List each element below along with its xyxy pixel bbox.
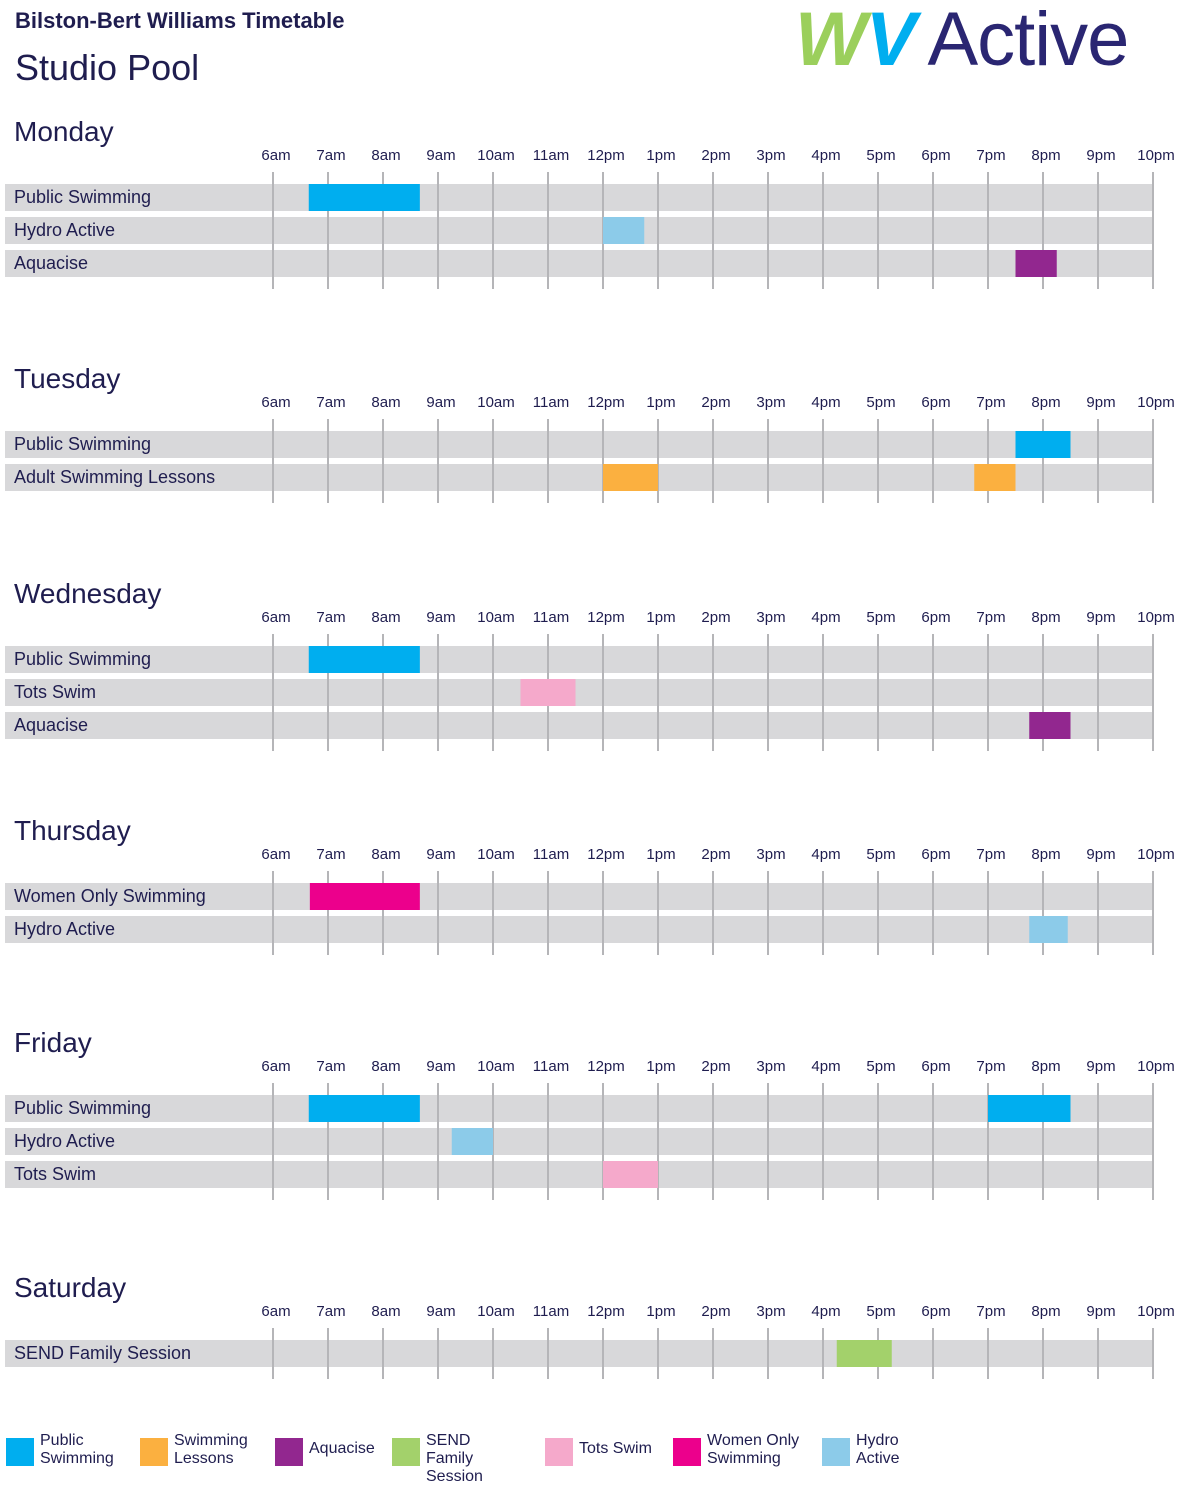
session-bar — [988, 1095, 1071, 1122]
tick-label: 3pm — [756, 394, 786, 411]
legend-swatch — [673, 1438, 701, 1466]
tick-label: 6am — [261, 394, 291, 411]
tick-label: 5pm — [866, 846, 896, 863]
row-label: Public Swimming — [14, 649, 152, 669]
session-bar — [1029, 916, 1068, 943]
tick-label: 8pm — [1031, 394, 1061, 411]
session-bar — [1029, 712, 1070, 739]
tick-label: 6pm — [921, 846, 951, 863]
tick-label: 10pm — [1137, 609, 1175, 626]
tick-label: 1pm — [646, 394, 676, 411]
tick-label: 12pm — [587, 147, 625, 164]
day-chart — [0, 578, 1200, 755]
row-track — [5, 431, 1153, 458]
tick-label: 8pm — [1031, 846, 1061, 863]
tick-label: 4pm — [811, 1303, 841, 1320]
tick-label: 4pm — [811, 147, 841, 164]
tick-label: 6pm — [921, 394, 951, 411]
tick-label: 10pm — [1137, 147, 1175, 164]
tick-label: 8pm — [1031, 1058, 1061, 1075]
tick-label: 5pm — [866, 609, 896, 626]
row-label: Aquacise — [14, 253, 89, 273]
day-title: Wednesday — [14, 578, 162, 609]
day-title: Friday — [14, 1027, 92, 1058]
tick-label: 9pm — [1086, 147, 1116, 164]
row-label: Adult Swimming Lessons — [14, 467, 216, 487]
legend-item — [392, 1432, 526, 1486]
tick-label: 5pm — [866, 147, 896, 164]
tick-label: 3pm — [756, 1058, 786, 1075]
legend-label: Hydro Active — [856, 1432, 900, 1467]
tick-label: 12pm — [587, 394, 625, 411]
tick-label: 7am — [316, 147, 346, 164]
session-bar — [603, 1161, 658, 1188]
tick-label: 2pm — [701, 394, 731, 411]
legend — [0, 1432, 1200, 1485]
tick-label: 9am — [426, 394, 456, 411]
tick-label: 7am — [316, 394, 346, 411]
day-title: Thursday — [14, 815, 131, 846]
tick-label: 6pm — [921, 609, 951, 626]
tick-label: 8pm — [1031, 609, 1061, 626]
tick-label: 6am — [261, 147, 291, 164]
row-label: Public Swimming — [14, 1098, 152, 1118]
header — [15, 8, 344, 88]
tick-label: 7pm — [976, 846, 1006, 863]
logo-active: Active — [927, 0, 1129, 82]
row-label: Tots Swim — [14, 682, 97, 702]
tick-label: 5pm — [866, 1058, 896, 1075]
legend-item — [673, 1432, 807, 1468]
row-label: Tots Swim — [14, 1164, 97, 1184]
tick-label: 8am — [371, 609, 401, 626]
day-chart — [0, 815, 1200, 959]
tick-label: 3pm — [756, 147, 786, 164]
tick-label: 7pm — [976, 394, 1006, 411]
legend-swatch — [140, 1438, 168, 1466]
tick-label: 1pm — [646, 1058, 676, 1075]
tick-label: 6pm — [921, 147, 951, 164]
session-bar — [309, 646, 420, 673]
tick-label: 11am — [532, 609, 570, 626]
tick-label: 1pm — [646, 609, 676, 626]
tick-label: 10am — [477, 147, 515, 164]
tick-label: 9am — [426, 846, 456, 863]
tick-label: 9am — [426, 147, 456, 164]
row-label: Hydro Active — [14, 220, 116, 240]
tick-label: 7am — [316, 846, 346, 863]
tick-label: 10am — [477, 846, 515, 863]
session-bar — [310, 883, 420, 910]
day-chart — [0, 116, 1200, 293]
row-track — [5, 1095, 1153, 1122]
logo-w: W — [795, 0, 866, 82]
tick-label: 3pm — [756, 609, 786, 626]
session-bar — [837, 1340, 892, 1367]
tick-label: 7pm — [976, 147, 1006, 164]
row-label: Hydro Active — [14, 1131, 116, 1151]
row-label: Public Swimming — [14, 434, 152, 454]
tick-label: 8am — [371, 394, 401, 411]
tick-label: 10pm — [1137, 1303, 1175, 1320]
tick-label: 10pm — [1137, 394, 1175, 411]
tick-label: 7am — [316, 1058, 346, 1075]
tick-label: 7pm — [976, 1058, 1006, 1075]
row-track — [5, 250, 1153, 277]
tick-label: 4pm — [811, 846, 841, 863]
session-bar — [974, 464, 1015, 491]
tick-label: 8am — [371, 846, 401, 863]
tick-label: 8am — [371, 147, 401, 164]
day-title: Saturday — [14, 1272, 127, 1303]
tick-label: 6am — [261, 846, 291, 863]
tick-label: 2pm — [701, 1303, 731, 1320]
day-chart — [0, 363, 1200, 507]
tick-label: 8pm — [1031, 147, 1061, 164]
tick-label: 9pm — [1086, 1058, 1116, 1075]
tick-label: 12pm — [587, 1303, 625, 1320]
tick-label: 1pm — [646, 846, 676, 863]
tick-label: 12pm — [587, 1058, 625, 1075]
tick-label: 9pm — [1086, 609, 1116, 626]
legend-item — [275, 1432, 409, 1466]
tick-label: 5pm — [866, 394, 896, 411]
session-bar — [309, 184, 420, 211]
row-label: Public Swimming — [14, 187, 152, 207]
tick-label: 6am — [261, 1058, 291, 1075]
day-chart — [0, 1027, 1200, 1204]
session-bar — [1016, 431, 1071, 458]
row-track — [5, 712, 1153, 739]
venue-title: Bilston-Bert Williams Timetable — [15, 8, 345, 33]
tick-label: 9pm — [1086, 846, 1116, 863]
tick-label: 1pm — [646, 147, 676, 164]
tick-label: 2pm — [701, 609, 731, 626]
tick-label: 8pm — [1031, 1303, 1061, 1320]
legend-label: Women Only Swimming — [707, 1432, 800, 1467]
legend-item — [822, 1432, 956, 1468]
row-label: SEND Family Session — [14, 1343, 192, 1363]
tick-label: 5pm — [866, 1303, 896, 1320]
legend-swatch — [545, 1438, 573, 1466]
legend-item — [140, 1432, 274, 1468]
legend-label: Tots Swim — [579, 1440, 652, 1457]
legend-swatch — [6, 1438, 34, 1466]
row-track — [5, 1161, 1153, 1188]
row-label: Aquacise — [14, 715, 89, 735]
day-title: Monday — [14, 116, 114, 147]
tick-label: 10am — [477, 609, 515, 626]
legend-swatch — [392, 1438, 420, 1466]
legend-swatch — [275, 1438, 303, 1466]
tick-label: 10am — [477, 1058, 515, 1075]
row-label: Women Only Swimming — [14, 886, 206, 906]
day-title: Tuesday — [14, 363, 121, 394]
pool-title: Studio Pool — [15, 47, 200, 88]
tick-label: 12pm — [587, 609, 625, 626]
wv-active-logo — [795, 0, 1128, 80]
tick-label: 9am — [426, 609, 456, 626]
tick-label: 8am — [371, 1058, 401, 1075]
tick-label: 3pm — [756, 1303, 786, 1320]
tick-label: 9pm — [1086, 1303, 1116, 1320]
session-bar — [603, 217, 644, 244]
row-label: Hydro Active — [14, 919, 116, 939]
row-track — [5, 1128, 1153, 1155]
tick-label: 4pm — [811, 609, 841, 626]
tick-label: 9am — [426, 1303, 456, 1320]
tick-label: 7am — [316, 609, 346, 626]
tick-label: 6pm — [921, 1058, 951, 1075]
tick-label: 7pm — [976, 1303, 1006, 1320]
day-chart — [0, 1272, 1200, 1383]
tick-label: 6am — [261, 1303, 291, 1320]
tick-label: 7pm — [976, 609, 1006, 626]
logo-v: V — [865, 0, 916, 82]
tick-label: 10pm — [1137, 1058, 1175, 1075]
tick-label: 10am — [477, 394, 515, 411]
session-bar — [452, 1128, 493, 1155]
tick-label: 9am — [426, 1058, 456, 1075]
tick-label: 11am — [532, 1303, 570, 1320]
legend-item — [6, 1432, 140, 1468]
session-bar — [603, 464, 658, 491]
tick-label: 4pm — [811, 1058, 841, 1075]
tick-label: 8am — [371, 1303, 401, 1320]
row-track — [5, 646, 1153, 673]
tick-label: 6am — [261, 609, 291, 626]
session-bar — [521, 679, 576, 706]
legend-label: SEND Family Session — [426, 1432, 483, 1485]
tick-label: 2pm — [701, 147, 731, 164]
tick-label: 7am — [316, 1303, 346, 1320]
legend-label: Aquacise — [309, 1440, 375, 1457]
tick-label: 2pm — [701, 846, 731, 863]
tick-label: 11am — [532, 1058, 570, 1075]
tick-label: 4pm — [811, 394, 841, 411]
row-track — [5, 217, 1153, 244]
row-track — [5, 916, 1153, 943]
tick-label: 9pm — [1086, 394, 1116, 411]
tick-label: 6pm — [921, 1303, 951, 1320]
legend-item — [545, 1432, 679, 1466]
row-track — [5, 184, 1153, 211]
tick-label: 11am — [532, 394, 570, 411]
tick-label: 10am — [477, 1303, 515, 1320]
row-track — [5, 679, 1153, 706]
legend-swatch — [822, 1438, 850, 1466]
legend-label: Public Swimming — [40, 1432, 114, 1467]
tick-label: 10pm — [1137, 846, 1175, 863]
session-bar — [309, 1095, 420, 1122]
tick-label: 11am — [532, 846, 570, 863]
session-bar — [1016, 250, 1057, 277]
tick-label: 2pm — [701, 1058, 731, 1075]
tick-label: 1pm — [646, 1303, 676, 1320]
tick-label: 3pm — [756, 846, 786, 863]
tick-label: 12pm — [587, 846, 625, 863]
legend-label: Swimming Lessons — [174, 1432, 248, 1467]
tick-label: 11am — [532, 147, 570, 164]
